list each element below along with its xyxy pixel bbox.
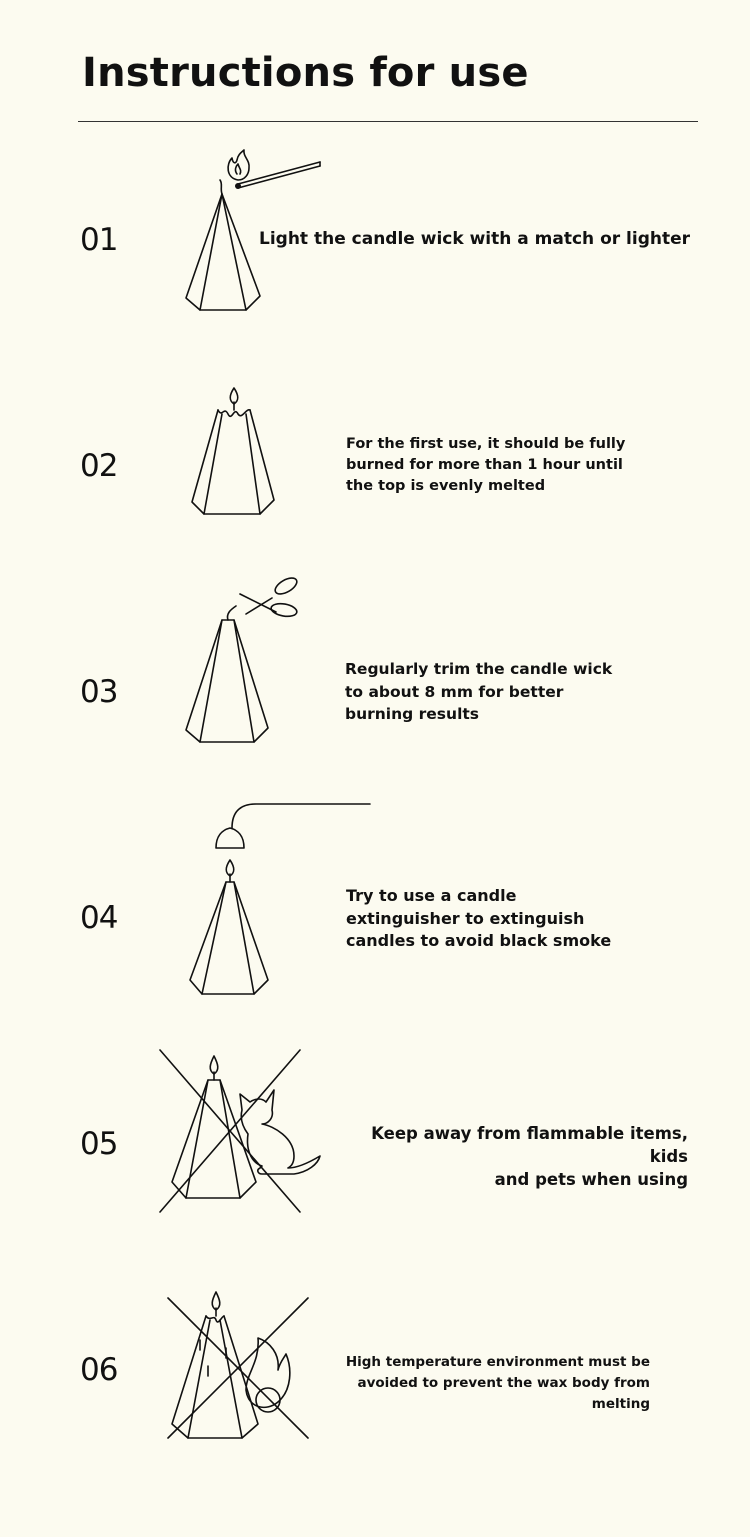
match-icon — [235, 162, 320, 189]
step-number: 06 — [80, 1352, 118, 1388]
step-text: Keep away from flammable items, kids and pets when using — [371, 1124, 688, 1189]
cat-icon — [240, 1090, 320, 1174]
candle-snuffer-icon — [216, 804, 370, 848]
step-number: 04 — [80, 900, 118, 936]
page-title: Instructions for use — [82, 50, 529, 96]
fire-icon — [246, 1338, 290, 1412]
melted-candle-icon — [172, 1308, 258, 1438]
flame-icon — [228, 150, 249, 180]
step-05 — [0, 1022, 750, 1248]
candle-icon — [186, 606, 268, 742]
step-06 — [0, 1248, 750, 1474]
candle-icon — [190, 874, 268, 994]
melted-candle-icon — [192, 402, 274, 514]
step-01 — [0, 140, 750, 366]
step-number: 01 — [80, 222, 118, 258]
scissors-icon — [240, 575, 299, 618]
step-text: High temperature environment must be avoided to prevent the wax body from melting — [345, 1354, 650, 1412]
step-02 — [0, 366, 750, 592]
candle-icon — [172, 1072, 256, 1198]
title-divider — [78, 121, 698, 122]
step-text: Light the candle wick with a match or lighter — [259, 229, 691, 249]
step-text: For the first use, it should be fully burned for more than 1 hour until the top is evenly melted — [346, 436, 626, 494]
candle-icon — [186, 180, 260, 310]
step-01-illustration — [150, 140, 390, 366]
step-text: Try to use a candle extinguisher to extinguish candles to avoid black smoke — [346, 886, 612, 950]
step-04 — [0, 796, 750, 1022]
step-number: 03 — [80, 674, 118, 710]
step-number: 05 — [80, 1126, 118, 1162]
step-number: 02 — [80, 448, 118, 484]
step-text: Regularly trim the candle wick to about 8 mm for better burning results — [345, 660, 613, 723]
step-03 — [0, 570, 750, 796]
